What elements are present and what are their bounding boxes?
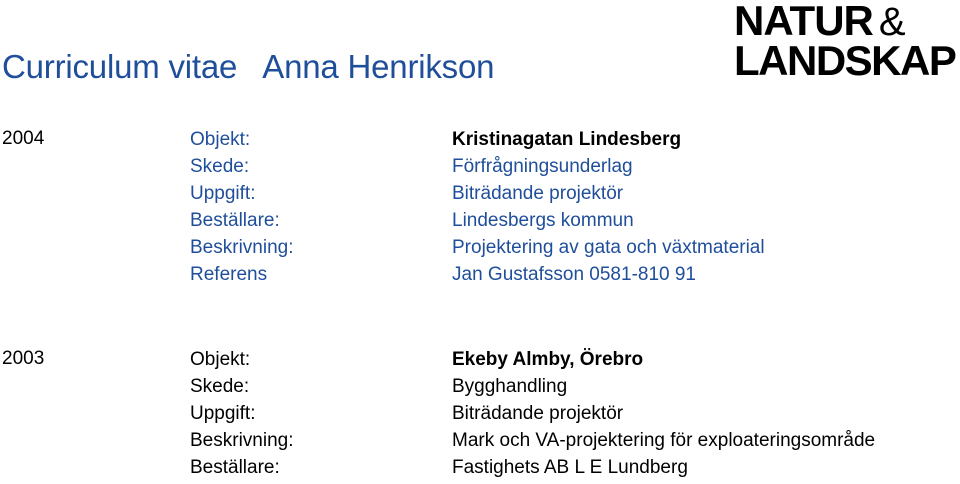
row-label: Objekt: [190, 349, 251, 370]
row-value: Biträdande projektör [452, 403, 624, 424]
entry-row-objekt [0, 128, 960, 155]
row-label: Objekt: [190, 129, 251, 150]
row-value: Mark och VA-projektering för exploateringsområde [452, 430, 876, 451]
row-label: Referens [190, 264, 268, 285]
page-title: Curriculum vitae Anna Henrikson [2, 48, 495, 85]
row-value: Jan Gustafsson 0581-810 91 [452, 264, 697, 285]
entry-row-uppgift [0, 402, 960, 429]
row-value: Bygghandling [452, 376, 568, 397]
row-value: Fastighets AB L E Lundberg [452, 457, 688, 478]
entry-row-bestallare [0, 209, 960, 236]
row-value: Biträdande projektör [452, 183, 624, 204]
row-value: Ekeby Almby, Örebro [452, 349, 644, 370]
entry-row-referens [0, 263, 960, 290]
row-label: Skede: [190, 156, 250, 177]
row-value: Kristinagatan Lindesberg [452, 129, 682, 150]
entry-row-beskrivning [0, 429, 960, 456]
row-label: Uppgift: [190, 183, 256, 204]
entry-year: 2003 [2, 348, 45, 369]
row-label: Uppgift: [190, 403, 256, 424]
entry-row-beskrivning [0, 236, 960, 263]
entry-year: 2004 [2, 128, 45, 149]
entry-row-skede [0, 375, 960, 402]
logo-ampersand: & [878, 0, 905, 44]
row-label: Beställare: [190, 457, 280, 478]
row-value: Projektering av gata och växtmaterial [452, 237, 765, 258]
natur-landskap-logo [734, 2, 960, 86]
row-label: Beskrivning: [190, 237, 294, 258]
logo-word-landskap: LANDSKAP [734, 37, 956, 84]
entry-row-skede [0, 155, 960, 182]
logo-word-natur: NATUR [734, 0, 873, 44]
row-value: Förfrågningsunderlag [452, 156, 633, 177]
row-label: Beställare: [190, 210, 280, 231]
row-label: Skede: [190, 376, 250, 397]
entry-row-objekt [0, 348, 960, 375]
entry-row-bestallare [0, 456, 960, 483]
entry-row-uppgift [0, 182, 960, 209]
row-value: Lindesbergs kommun [452, 210, 634, 231]
row-label: Beskrivning: [190, 430, 294, 451]
